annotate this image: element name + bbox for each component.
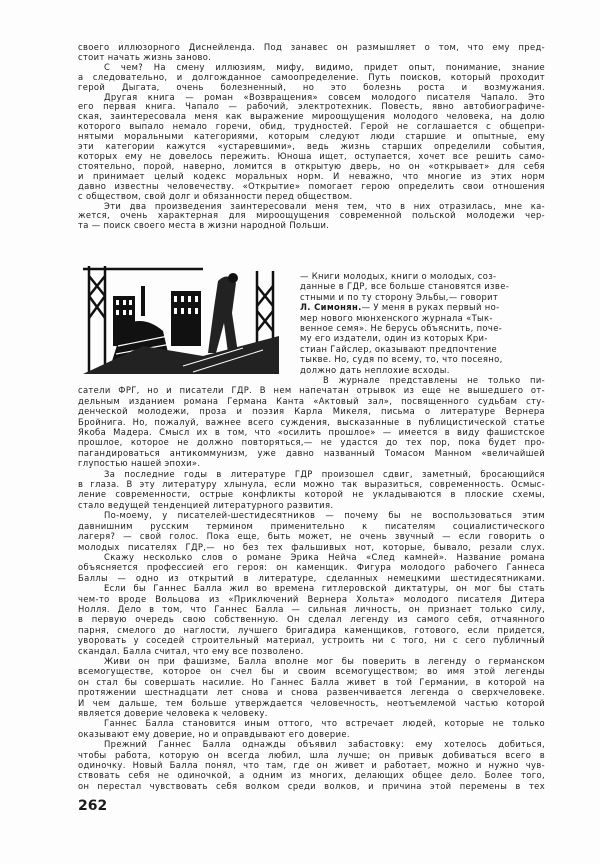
text-line: венное семя». Не берусь объяснить, поче-: [300, 323, 503, 334]
text-line: жется, очень характерная для мироощущения современной польской молодежи чер-: [78, 210, 545, 221]
text-line: денческой молодежи, проза и поэзия Карла Микеля, письма о литературе Вернера: [78, 406, 545, 417]
text-line: дельным изданием романа Германа Канта «Актовый зал», посвященного судьбам сту-: [78, 395, 545, 406]
text-line: Эти два произведения заинтересовали меня тем, что в них отразилась, мне ка-: [104, 200, 545, 211]
text-line: а следовательно, и долгожданное самоопределение. Путь поисков, который проходит: [78, 71, 545, 82]
text-line: С чем? На смену иллюзиям, мифу, видимо, придет опыт, понимание, знание: [104, 61, 545, 72]
text-line: За последние годы в литературе ГДР произошел сдвиг, заметный, бросающийся: [104, 468, 545, 479]
text-line: которого выпало немало горечи, обид, трудностей. Герой не соглашается с общепри-: [78, 121, 545, 132]
woodcut-illustration: [83, 266, 279, 374]
text-line: Живи он при фашизме, Балла вполне мог бы поверить в легенду о германском: [104, 655, 545, 666]
text-line: герой Дыгата, очень болезненный, но это болезнь роста и возмужания.: [78, 81, 545, 92]
paragraph: [78, 739, 545, 791]
text-line: данные в ГДР, все больше становятся изве-: [300, 281, 510, 292]
text-line: та — поиск своего места в жизни народной Польши.: [78, 220, 330, 231]
text-line: чем-то вроде Вольцова из «Приключений Вернера Хольта» молодого писателя Дитера: [78, 593, 545, 604]
text-line: глупостью нашей эпохи».: [78, 458, 201, 469]
text-line: ская, заинтересовала меня как выражение мироощущения молодого человека, на долю: [78, 111, 545, 122]
text-line: прошлое, которое не должно повторяться,— не удастся до тех пор, пока будет про-: [78, 437, 545, 448]
text-line: и принимает целый кодекс моральных норм. И неважно, что многие из этих норм: [78, 170, 545, 181]
text-line: И чем дальше, тем больше утверждается человечность, неотъемлемой частью которой: [78, 697, 545, 708]
text-line: эти категории кажутся «устаревшими», ведь жизнь старших определили события,: [78, 141, 545, 152]
text-line: стиан Гайслер, оказывают предпочтение: [300, 343, 498, 354]
text-line: скандал. Балла считал, что ему все позволено.: [78, 645, 304, 656]
text-line: тыкве. Но, судя по всему, то, что посеяно,: [300, 354, 503, 365]
body-text-block: [78, 375, 545, 791]
paragraph: [78, 375, 545, 469]
text-line: [300, 302, 545, 312]
text-line: уворовать у соседей строительный материал, устроить ни с того, ни с сего публичный: [78, 635, 545, 646]
paragraph: [78, 202, 545, 232]
text-line: Нолля. Дело в том, что Ганнес Балла — сильная личность, он признает только силу,: [78, 603, 545, 614]
text-line: Бройнига. Но, пожалуй, важнее всего суждения, высказанные в публицистической статье: [78, 416, 545, 427]
paragraph: [78, 552, 545, 583]
page-number: 262: [78, 798, 108, 814]
text-line: пагандироваться антикоммунизм, уже давно названный Томасом Манном «величайшей: [78, 447, 545, 458]
paragraph: [78, 583, 545, 656]
text-line: стоятельно, порой, наверно, ломится в открытую дверь, но он «открывает» для себя: [78, 160, 545, 171]
text-line: в первую очередь свою собственную. Он сделал легенду из самого себя, отчаянного: [78, 614, 545, 625]
text-line: В журнале представлены не только пи-: [323, 375, 545, 385]
paragraph: [78, 43, 545, 63]
text-line: — Книги молодых, книги о молодых, соз-: [300, 271, 497, 281]
text-line: му его издатели, один из которых Кри-: [300, 333, 488, 344]
text-line: По-моему, у писателей-шестидесятников — почему бы не воспользоваться этим: [104, 510, 545, 521]
text-line: Скажу несколько слов о романе Эрика Нейча «След камней». Название романа: [104, 551, 545, 562]
text-line: является доверие человека к человеку.: [78, 708, 268, 718]
paragraph: [78, 63, 545, 93]
text-line: стало ведущей тенденцией литературного развития.: [78, 499, 334, 510]
text-line: в глаза. В эту литературу хлынула, если можно так выразиться, современность. Осмыс-: [78, 479, 545, 490]
text-line: сатели ФРГ, но и писатели ГДР. В нем напечатан отрывок из еще не вышедшего от-: [78, 385, 545, 396]
text-line: оказывают ему доверие, но и оправдывают его доверие.: [78, 728, 350, 739]
paragraph: [78, 93, 545, 202]
text-line: своего иллюзорного Диснейленда. Под занавес он размышляет о том, что ему пред-: [78, 42, 545, 52]
text-line: давнишним русским термином применительно к писателям социалистического: [78, 520, 545, 531]
text-line: чтобы работа, которую он всегда любил, шла лучше; он привык добиваться всего в: [78, 749, 545, 760]
paragraph: [78, 656, 545, 718]
text-line: стоит начать жизнь заново.: [78, 51, 212, 62]
paragraph: [78, 718, 545, 739]
top-text-block: [78, 43, 545, 231]
text-line: стными и по ту сторону Эльбы,— говорит: [300, 291, 499, 302]
text-line: которых ему не довелось пережить. Юноша ищет, оступается, хочет все решить само-: [78, 150, 545, 161]
text-line: Если бы Ганнес Балла жил во времена гитлеровской диктатуры, он мог бы стать: [104, 583, 545, 594]
text-line: должно дать неплохие всходы.: [300, 364, 450, 375]
text-line: мер нового мюнхенского журнала «Тык-: [300, 312, 493, 323]
text-line: с обществом, свой долг и обязанности перед обществом.: [78, 190, 353, 201]
speaker-name: Л. Симонян.: [300, 302, 362, 313]
text-line: протяжении шестнадцати лет снова и снова развенчивается легенда о сверхчеловеке.: [78, 687, 545, 698]
text-line: Другая книга — роман «Возвращения» совсем молодого писателя Чапало. Это: [104, 91, 545, 102]
paragraph: [78, 469, 545, 511]
paragraph: [78, 510, 545, 552]
text-line: молодых писателях ГДР,— но без тех фальшивых нот, которые, бывало, резали слух.: [78, 541, 545, 552]
text-line: Ганнес Балла становится иным оттого, что встречает людей, которые не только: [104, 718, 545, 729]
text-line: одиночку. Новый Балла понял, что там, где он живет и работает, можно и нужно чув-: [78, 760, 545, 771]
text-line: всемогуществе, которое он счел бы и своим всемогуществом; во имя этой легенды: [78, 666, 545, 677]
text-line: Прежний Ганнес Балла однажды объявил забастовку: ему хотелось добиться,: [104, 739, 545, 750]
text-line: лагеря? — свой голос. Пока еще, быть может, не очень звучный — если говорить о: [78, 531, 545, 542]
text-line: он перестал чувствовать себя волком среди волков, и причина этой перемены в тех: [78, 780, 545, 791]
illustration-side-column: [300, 271, 545, 375]
text-line: ствовать себя не одиночкой, а одним из многих, делающих общее дело. Более того,: [78, 770, 545, 781]
text-line: ление современности, острые конфликты которой не укладываются в плоские схемы,: [78, 489, 545, 500]
text-line: он стал бы совершать насилие. Но Ганнес Балла живет в той Германии, в которой на: [78, 676, 545, 687]
text-line: Баллы — одно из открытий в литературе, сделанных немецкими шестидесятниками.: [78, 572, 545, 583]
text-line: его первая книга. Чапало — рабочий, электротехник. Повесть, явно автобиографиче-: [78, 101, 545, 112]
text-line: давно известны человечеству. «Открытие» помогает герою определить свои отношения: [78, 180, 545, 191]
text-line: объясняется профессией его героя: он каменщик. Фигура молодого рабочего Ганнеса: [78, 562, 545, 573]
text-line: парня, смелого до наглости, лучшего бригадира каменщиков, готового, если придется,: [78, 624, 545, 635]
text-span: — У меня в руках первый но-: [361, 302, 500, 313]
text-line: Якоба Мадера. Смысл их в том, что «осилить прошлое» — имеется в виду фашистское: [78, 427, 545, 438]
text-line: нятыми моральными категориями, которым следуют люди старшие и опытные, ему: [78, 131, 545, 142]
